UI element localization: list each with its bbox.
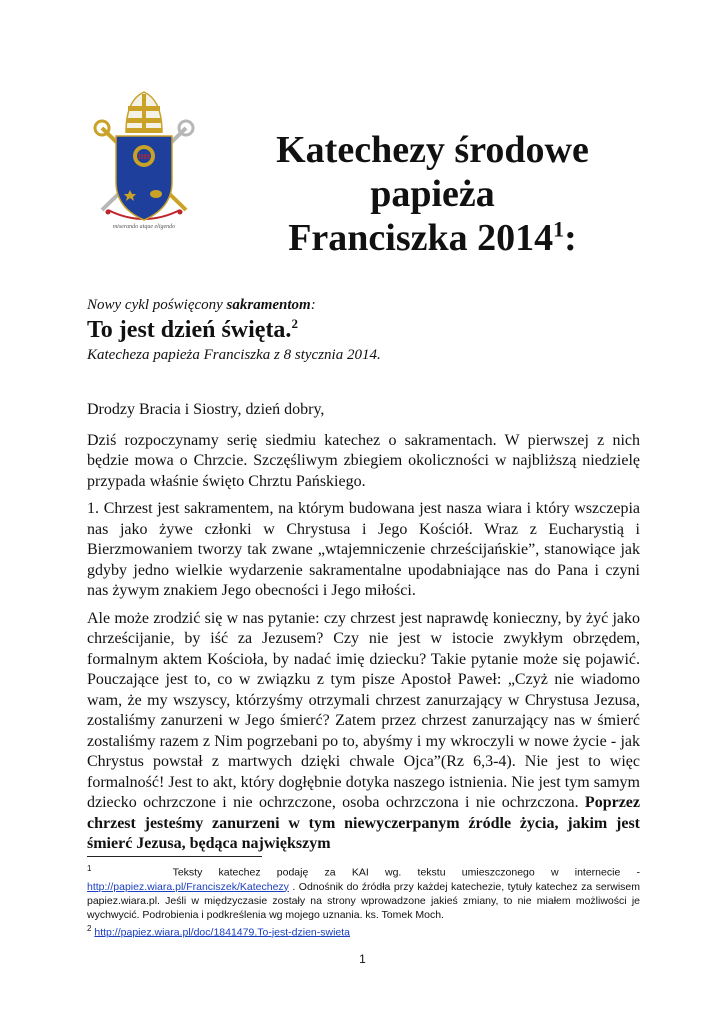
catechesis-heading: To jest dzień święta.$^2$ [87, 316, 298, 343]
header-block [87, 296, 640, 364]
body-text [87, 400, 640, 862]
page-title [210, 128, 655, 260]
paragraph-3: Ale może zrodzić się w nas pytanie: czy chrzest jest naprawdę konieczny, by żyć jako chrześcijanie, by iść za Jezusem? Czy nie jest w istocie zwykłym obrzędem, formalnym aktem Kościoła, by nadać imię dziecku? Takie pytanie może się pojawić. Pouczające jest to, co w związku z tym pisze Apostoł Paweł: „Czyż nie wiadomo wam, że my wszyscy, którzyśmy otrzymali chrzest zanurzający w Chrystusa Jezusa, zostaliśmy zanurzeni w Jego śmierć? Zatem przez chrzest zanurzający nas w śmierć zostaliśmy razem z Nim pogrzebani po to, abyśmy i my wkroczyli w nowe życie - jak Chrystus powstał z martwych dzięki chwale Ojca”(Rz 6,3-4). Nie jest to więc formalność! Jest to akt, który dogłębnie dotyka naszego istnienia. Nie jest tym samym dziecko ochrzczone i nie ochrzczone, osoba ochrzczona i nie ochrzczona. Poprzez chrzest jesteśmy zanurzeni w tym niewyczerpanym źródle życia, jakim jest śmierć Jezusa, będąca największym [87, 609, 640, 852]
greeting: Drodzy Bracia i Siostry, dzień dobry, [87, 401, 325, 418]
paragraph-2: 1. Chrzest jest sakramentem, na którym budowana jest nasza wiara i który wszczepia nas jako żywe członki w Chrystusa i Jego Kościół. Wraz z Eucharystią i Bierzmowaniem tworzy tak zwane „wtajemniczenie chrześcijańskie”, stanowiące jak gdyby jedno wielkie wydarzenie sakramentalne upodabniające nas do Pana i czyni nas żywym znakiem Jego obecności i Jego miłości. [87, 500, 640, 599]
coat-of-arms-motto: miserando atque eligendo [112, 224, 176, 230]
footnote-2: $^2$ http://papiez.wiara.pl/doc/1841479.To-jest-dzien-swieta [87, 923, 351, 938]
footnotes [87, 862, 640, 939]
svg-text:IHS: IHS [137, 153, 151, 161]
title-line-1: Katechezy środowe papieża [276, 129, 589, 215]
papal-coat-of-arms-icon [88, 90, 200, 240]
footnote-1-link[interactable]: http://papiez.wiara.pl/Franciszek/Katechezy [87, 880, 289, 893]
footnote-2-link[interactable]: http://papiez.wiara.pl/doc/1841479.To-jest-dzien-swieta [94, 926, 351, 938]
paragraph-1: Dziś rozpoczynamy serię siedmiu katechez o sakramentach. W pierwszej z nich będzie mowa o Chrzcie. Szczęśliwym zbiegiem okoliczności w najbliższą niedzielę przypada właśnie święto Chrztu Pańskiego. [87, 431, 640, 490]
footnote-ref-1[interactable]: 1 [553, 216, 565, 242]
catechesis-date: Katecheza papieża Franciszka z 8 stycznia 2014. [87, 347, 381, 363]
footnote-1: $^1$ Teksty katechez podaję za KAI wg. tekstu umieszczonego w internecie - http://papiez.wiara.pl/Franciszek/Katechezy . Odnośnik do źródła przy każdej katechezie, tytuły katechez za serwisem papiez.wiara.pl. Jeśli w międzyczasie zostały na strony wprowadzone jakieś zmiany, to nie miałem możliwości je wychwycić. Podrobienia i podkreślenia wg mojego uznania. ks. Tomek Moch. [87, 864, 640, 921]
footnote-divider [87, 856, 262, 857]
series-intro: Nowy cykl poświęcony sakramentom: [87, 297, 316, 313]
title-line-2: Franciszka 2014$^1$: [288, 216, 577, 259]
page-number: 1 [359, 952, 366, 966]
footnote-ref-2[interactable]: 2 [291, 316, 298, 331]
emphasis-text: Poprzez chrzest jesteśmy zanurzeni w tym niewyczerpanym źródle życia, jakim jest śmierć Jezusa, będąca największym [87, 794, 640, 852]
